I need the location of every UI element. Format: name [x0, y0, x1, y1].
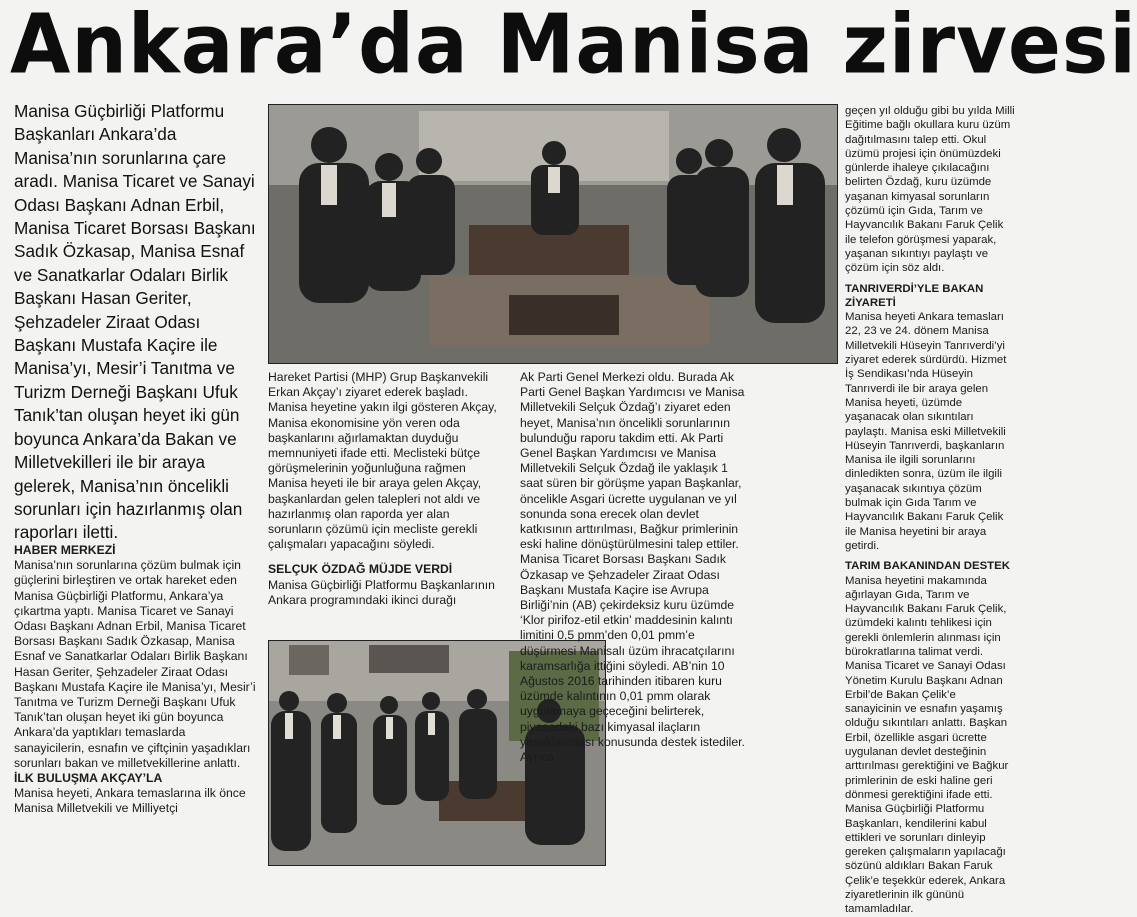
col3-paragraph-1: Ak Parti Genel Merkezi oldu. Burada Ak Parti Genel Başkan Yardımcısı ve Manisa Milletvekili Selçuk Özdağ’ı ziyaret eden heyet, Manisa’nın öncelikli sorunlarının bulunduğu raporu takdim etti. Ak Parti Genel Başkan Yardımcısı ve Manisa Milletvekili Selçuk Özdağ ile yaklaşık 1 saat süren bir görüşme yapan Başkanlar, öncelikle Asgari ücrette uygulanan ve yıl sonunda sona erecek olan devlet katkısının arttırılması, Bağkur primlerinin eski haline dönüştürülmesini talep ettiler. Manisa Ticaret Borsası Başkanı Sadık Özkasap ve Şehzadeler Ziraat Odası Başkanı Mustafa Kaçire ise Avrupa Birliği’nin (AB) çekirdeksiz kuru üzümde ‘Klor pirifoz-etil etkin’ maddesinin kalıntı limitini 0,5 pmm’den 0,01 pmm’e düşürmesi Manisalı üzüm ihracatçılarını karamsarlığa ittiğini söyledi. AB’nin 10 Ağustos 2016 tarihinden itibaren kuru üzümde kalıntının 0,01 pmm olarak uygulamaya geçeceğini belirterek, piyasadaki bazı kimyasal ilaçların yasaklanması konusunda destek istediler. Ayrıca: [520, 370, 745, 765]
headline: Ankara’da Manisa zirvesi: [10, 0, 1137, 93]
subheading-selcuk-ozdag: SELÇUK ÖZDAĞ MÜJDE VERDİ: [268, 562, 453, 577]
col4-paragraph-2: Manisa heyeti Ankara temasları 22, 23 ve 24. dönem Manisa Milletvekili Hüseyin Tanrıverdi’yi ziyaret ederek sürdürdü. Hizmet İş Sendikası’nda Hüseyin Tanrıverdi ile bir araya gelen Manisa heyeti, üzümde yaşanacak olan sıkıntıları paylaştı. Manisa eski Milletvekili Hüseyin Tanrıverdi, başkanların Manisa ile ilgili sorunlarını dinledikten sonra, üzüm ile ilgili yaşanacak sıkıntıya çözüm bulmak için Gıda Tarım ve Hayvancılık Bakanı Faruk Çelik ile Manisa heyetini bir araya getirdi.: [845, 311, 1007, 552]
col1-paragraph-1: Manisa’nın sorunlarına çözüm bulmak için güçlerini birleştiren ve ortak hareket eden Manisa Güçbirliği Platformu, Ankara’ya çıkartma yaptı. Manisa Ticaret ve Sanayi Odası Başkanı Adnan Erbil, Manisa Ticaret Borsası Başkanı Sadık Özkasap, Manisa Esnaf ve Sanatkarlar Odaları Birlik Başkanı Hasan Geriter, Şehzadeler Ziraat Odası Başkanı Mustafa Kaçire ile Manisa’yı, Mesir’i Tanıtma ve Turizm Derneği Başkanı Ufuk Tanık’tan oluşan heyet iki gün boyunca Ankara’da yaptıkları temaslarda sanayicilerin, esnafın ve çiftçinin yaşadıkları sorunları bakan ve milletvekillerine anlattı.: [14, 558, 256, 770]
col4-paragraph-3: Manisa heyetini makamında ağırlayan Gıda, Tarım ve Hayvancılık Bakanı Faruk Çelik, üzümdeki kalıntı tehlikesi için gerekli önlemlerin alınması için bürokratlarına talimat verdi. Manisa Ticaret ve Sanayi Odası Yönetim Kurulu Başkanı Adnan Erbil’de Bakan Çelik’e sanayicinin ve esnafın yaşamış olduğu sıkıntıları anlattı. Başkan Erbil, özellikle asgari ücrette uygulanan devlet desteğinin arttırılması gerektiğini ve Bağkur primlerinin de eski haline geri dönmesi gerektiğini ifade etti. Manisa Güçbirliği Platformu Başkanları, kendilerini kabul ettikleri ve sorunları dinleyip gereken çalışmaların yapılacağı sözünü aldıkları Bakan Faruk Çelik’e teşekkür ederek, Ankara ziyaretlerinin ilk gününü tamamladılar.: [845, 574, 1009, 916]
col1-paragraph-2: Manisa heyeti, Ankara temaslarına ilk önce Manisa Milletvekili ve Milliyetçi: [14, 786, 246, 816]
byline: HABER MERKEZİ: [14, 543, 116, 557]
col2-paragraph-1: Hareket Partisi (MHP) Grup Başkanvekili Erkan Akçay’ı ziyaret ederek başladı. Manisa heyetine yakın ilgi gösteren Akçay, Manisa ekonomisine yön veren oda başkanlarını ağırlamaktan duyduğu memnuniyeti ifade etti. Meclisteki bütçe görüşmelerinin yoğunluğuna rağmen Manisa heyeti ile bir araya gelen Akçay, başkanlardan gelen talepleri not aldı ve hazırlanmış olan raporda yer alan sorunların çözümü için mecliste gerekli çalışmaları yapacağını söyledi.: [268, 370, 497, 552]
col2-paragraph-2: Manisa Güçbirliği Platformu Başkanlarının Ankara programındaki ikinci durağı: [268, 577, 495, 607]
subheading-tanriverdi: TANRIVERDİ’YLE BAKAN ZİYARETİ: [845, 282, 984, 309]
meeting-photo-office: [268, 104, 838, 364]
subheading-ilk-bulusma: İLK BULUŞMA AKÇAY’LA: [14, 771, 163, 786]
subheading-tarim-bakanindan: TARIM BAKANINDAN DESTEK: [845, 560, 1010, 573]
lead-paragraph: Manisa Güçbirliği Platformu Başkanları Ankara’da Manisa’nın sorunlarına çare aradı. Manisa Ticaret ve Sanayi Odası Başkanı Adnan Erbil, Manisa Ticaret Borsası Başkanı Sadık Özkasap, Manisa Esnaf ve Sanatkarlar Odaları Birlik Başkanı Hasan Geriter, Şehzadeler Ziraat Odası Başkanı Mustafa Kaçire ile Manisa’yı, Mesir’i Tanıtma ve Turizm Derneği Başkanı Ufuk Tanık’tan oluşan heyet iki gün boyunca Ankara’da Bakan ve Milletvekilleri ile bir araya gelerek, Manisa’nın öncelikli sorunları için hazırlanmış olan raporları iletti.: [14, 101, 256, 543]
col4-paragraph-1: geçen yıl olduğu gibi bu yılda Milli Eğitime bağlı okullara kuru üzüm dağıtılmasını talep etti. Okul üzümü projesi için önümüzdeki günlerde ihaleye çıkılacağını belirten Özdağ, kuru üzümde yaşanan kimyasal sorunların çözümü için Gıda, Tarım ve Hayvancılık Bakanı Faruk Çelik ile telefon görüşmesi yaparak, yaşanan sıkıntıyı paylaştı ve çözüm için söz aldı.: [845, 105, 1015, 275]
